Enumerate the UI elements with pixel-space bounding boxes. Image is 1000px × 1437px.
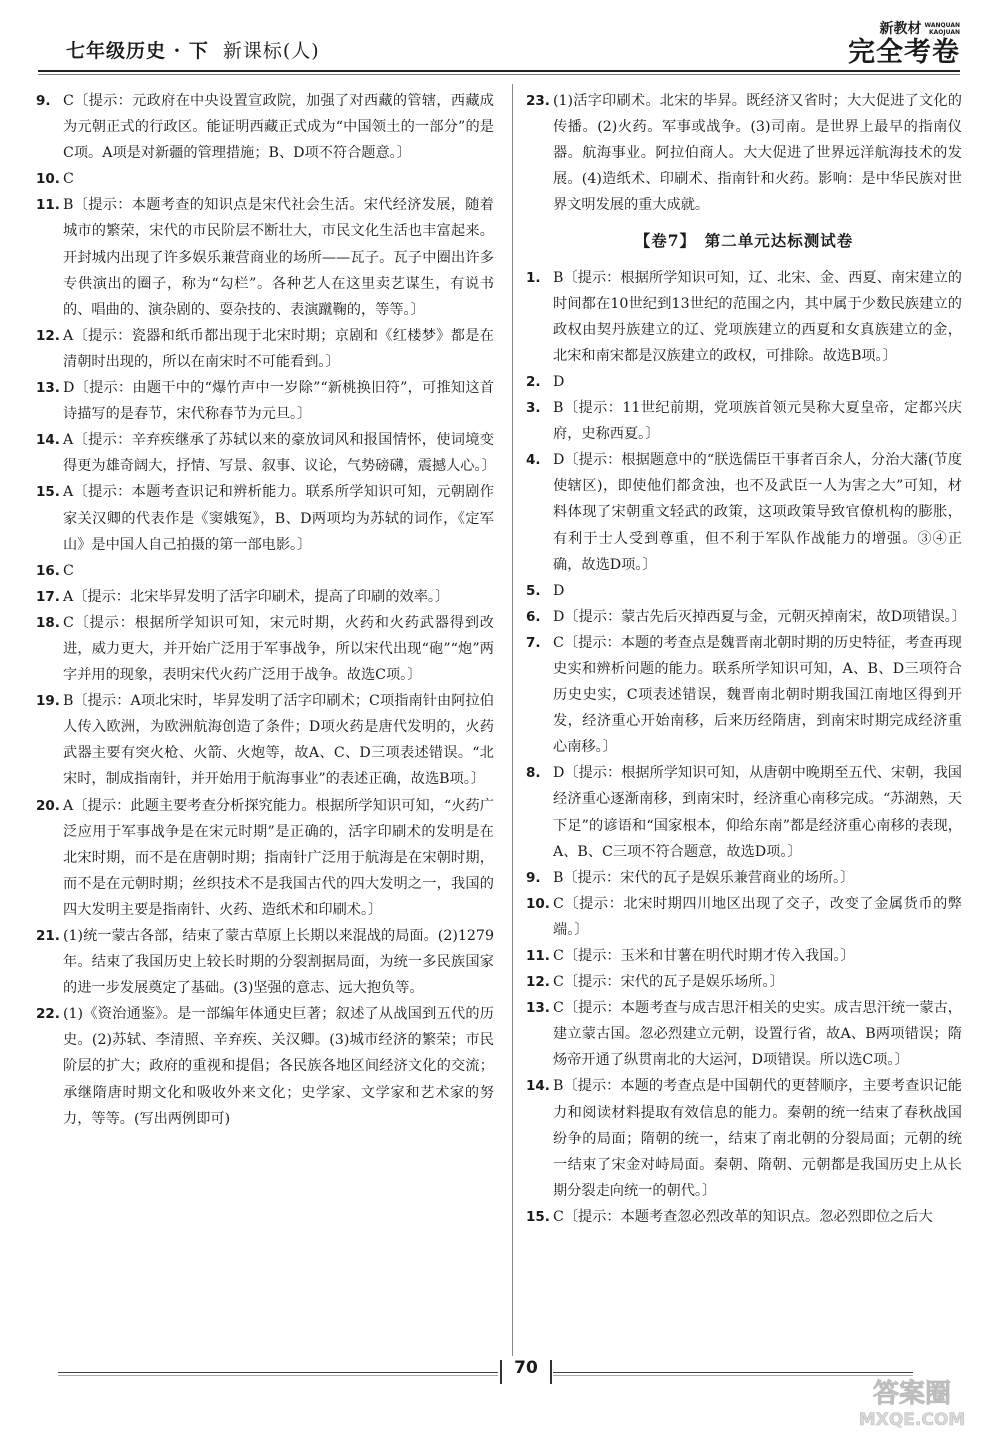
answer-number: 7. [526,634,541,651]
answer-number: 9. [526,869,541,886]
answer-number: 12. [36,327,60,344]
answer-item [526,265,962,369]
right-column [526,88,966,1230]
answer-item [36,375,494,427]
answer-text: D〔提示：蒙古先后灭掉西夏与金，元朝灭掉南宋，故D项错误。〕 [553,608,966,625]
book-title [66,36,320,63]
answer-item [36,584,494,610]
answer-item [526,969,962,995]
answer-item [36,323,494,375]
answer-text: A〔提示：本题考查识记和辨析能力。联系所学知识可知，元朝剧作家关汉卿的代表作是《窦娥冤》，B、D两项均为苏轼的词作，《定军山》是中国人自己拍摄的第一部电影。〕 [63,484,494,553]
answer-item [36,1001,494,1131]
answer-number: 2. [526,373,541,390]
answer-item [36,192,494,322]
answer-text: B〔提示：本题的考查点是中国朝代的更替顺序，主要考查识记能力和阅读材料提取有效信息的能力。秦朝的统一结束了春秋战国纷争的局面；隋朝的统一，结束了南北朝的分裂局面；元朝的统一结束了宋金对峙局面。秦朝、隋朝、元朝都是我国历史上从长期分裂走向统一的朝代。〕 [553,1078,962,1199]
answer-item [36,558,494,584]
answer-number: 22. [36,1006,60,1023]
answer-number: 6. [526,608,541,625]
answer-number: 23. [526,93,550,109]
brand-pinyin-2: KAOJUAN [929,29,960,36]
answer-number: 5. [526,582,541,599]
left-column [36,88,494,1132]
brand-pinyin [925,22,960,36]
answer-text: A〔提示：此题主要考查分析探究能力。根据所学知识可知，“火药广泛应用于军事战争是在宋元时期”是正确的，活字印刷术的发明是在北宋时期，而不是在唐朝时期；指南针广泛用于航海是在宋朝时期，而不是在元朝时期；丝织技术不是我国古代的四大发明之一，我国的四大发明主要是指南针、火药、造纸术和印刷术。〕 [63,797,494,918]
answer-text: C〔提示：本题考查与成吉思汗相关的史实。成吉思汗统一蒙古，建立蒙古国。忽必烈建立元朝，设置行省，故A、B两项错误；隋炀帝开通了纵贯南北的大运河，D项错误。所以选C项。〕 [553,1000,962,1069]
answer-item [526,760,962,864]
answer-number: 20. [36,797,60,814]
brand-main: 完全考卷 [848,37,960,68]
brand-top [834,18,960,38]
answer-item [36,166,494,192]
answer-number: 11. [526,948,550,964]
answer-number: 3. [526,400,541,417]
footer-rule-left-thin [58,1375,498,1376]
answer-text: C〔提示：元政府在中央设置宣政院，加强了对西藏的管辖，西藏成为元朝正式的行政区。能证明西藏正式成为“中国领土的一部分”的是C项。A项是对新疆的管理措施；B、D项不符合题意。〕 [63,93,494,162]
brand-top-text: 新教材 [879,21,922,37]
answer-text: A〔提示：辛弃疾继承了苏轼以来的豪放词风和报国情怀，使词境变得更为雄奇阔大，抒情、写景、叙事、议论，气势磅礴，震撼人心。〕 [63,432,496,475]
answer-item [526,1073,962,1203]
answer-text: C〔提示：宋代的瓦子是娱乐场所。〕 [553,974,784,991]
answer-number: 1. [526,269,541,286]
answer-item [526,630,962,760]
answer-text: B〔提示：本题考查的知识点是宋代社会生活。宋代经济发展，随着城市的繁荣，宋代的市民阶层不断壮大，市民文化生活也丰富起来。开封城内出现了许多娱乐兼营商业的场所——瓦子。瓦子中圈出许多专供演出的圈子，称为“勾栏”。各种艺人在这里卖艺谋生，有说书的、唱曲的、演杂剧的、耍杂技的、表演蹴鞠的，等等。〕 [63,197,494,318]
answer-item [36,479,494,557]
footer-tick-left [500,1360,502,1384]
answer-item [36,793,494,923]
answer-text: C〔提示：本题考查忽必烈改革的知识点。忽必烈即位之后大 [553,1208,933,1225]
answer-number: 11. [36,197,60,214]
answer-item [526,604,966,630]
answer-number: 10. [36,171,60,188]
answer-item [526,891,962,943]
answer-text: (1)统一蒙古各部，结束了蒙古草原上长期以来混战的局面。(2)1279年。结束了我国历史上较长时期的分裂割据局面，为统一多民族国家的进一步发展奠定了基础。(3)坚强的意志、远大抱负等。 [63,928,494,997]
answer-item [36,427,494,479]
answer-text: B〔提示：宋代的瓦子是娱乐兼营商业的场所。〕 [553,869,855,886]
header-rule-thin [38,74,960,75]
answer-text: A〔提示：北宋毕昇发明了活字印刷术，提高了印刷的效率。〕 [63,588,450,605]
answer-text: C〔提示：根据所学知识可知，宋元时期，火药和火药武器得到改进，威力更大，并开始广泛用于军事战争，所以宋代出现“砲”“炮”两字并用的现象，表明宋代火药广泛用于战争。故选C项。〕 [63,614,494,684]
answer-text: C [63,562,74,579]
page-footer [38,1358,960,1388]
answer-text: D〔提示：根据题意中的“朕选儒臣干事者百余人，分治大藩(节度使辖区)，即使他们都贪浊，也不及武臣一人为害之大”可知，材料体现了宋朝重文轻武的政策，这项政策导致官僚机构的膨胀，有利于士人受到尊重，但不利于军队作战能力的增强。③④正确，故选D项。〕 [553,452,962,573]
answer-item [526,865,962,891]
answer-text: C [63,171,74,188]
brand-logo [834,18,960,68]
answer-text: D〔提示：根据所学知识可知，从唐朝中晚期至五代、宋朝，我国经济重心逐渐南移，到南宋时，经济重心南移完成。“苏湖熟，天下足”的谚语和“国家根本，仰给东南”都是经济重心南移的表现，A、B、C三项不符合题意，故选D项。〕 [553,765,962,860]
answer-item [36,610,494,688]
book-title-text: 七年级历史 · 下 [66,40,209,62]
answer-text: D [553,373,565,390]
answer-item [36,88,494,166]
answer-text: D [553,582,565,599]
answer-number: 8. [526,765,541,782]
answer-item [526,1204,962,1230]
answer-text: B〔提示：根据所学知识可知，辽、北宋、金、西夏、南宋建立的时间都在10世纪到13世纪的范围之内，其中属于少数民族建立的政权由契丹族建立的辽、党项族建立的西夏和女真族建立的金，北宋和南宋都是汉族建立的政权，可排除。故选B项。〕 [553,269,962,364]
answer-text: A〔提示：瓷器和纸币都出现于北宋时期；京剧和《红楼梦》都是在清朝时出现的，所以在南宋时不可能看到。〕 [63,327,494,370]
watermark-en: MXQE.COM [858,1410,966,1430]
right-items-a [526,88,962,218]
page-header [38,14,960,74]
answer-item [526,395,962,447]
watermark-cn: 答案圈 [872,1379,952,1409]
answer-number: 15. [526,1208,550,1225]
answer-item [526,88,962,218]
answer-text: B〔提示：A项北宋时，毕昇发明了活字印刷术；C项指南针由阿拉伯人传入欧洲，为欧洲航海创造了条件；D项火药是唐代发明的，火药武器主要有突火枪、火箭、火炮等，故A、C、D三项表述错误。“北宋时，制成指南针，并开始用于航海事业”的表述正确，故选B项。〕 [63,693,494,788]
answer-number: 15. [36,484,60,501]
answer-number: 14. [36,432,60,449]
answer-item [526,578,962,604]
answer-number: 13. [526,1000,550,1017]
right-items-b [526,265,966,1230]
column-divider [512,84,513,1356]
header-rule [38,70,960,72]
answer-number: 18. [36,614,60,631]
answer-text: C〔提示：本题的考查点是魏晋南北朝时期的历史特征，考查再现史实和辨析问题的能力。联系所学知识可知，A、B、D三项符合历史史实，C项表述错误，魏晋南北朝时期我国江南地区得到开发，经济重心开始南移，后来历经隋唐，到南宋时期完成经济重心南移。〕 [553,634,962,756]
answer-number: 21. [36,928,60,944]
answer-number: 9. [36,93,51,109]
answer-number: 13. [36,380,60,397]
answer-number: 12. [526,974,550,991]
answer-text: C〔提示：北宋时期四川地区出现了交子，改变了金属货币的弊端。〕 [553,895,962,938]
answer-number: 17. [36,588,60,605]
footer-rule-left [58,1372,498,1373]
edition-label: 新课标(人) [222,40,320,62]
answer-number: 16. [36,562,60,579]
page-number: 70 [514,1358,538,1378]
section-title: 【卷7】 第二单元达标测试卷 [634,231,854,251]
answer-item [526,943,962,969]
footer-tick-right [550,1360,552,1384]
watermark-logo [842,1370,982,1432]
brand-pinyin-1: WANQUAN [924,22,960,29]
answer-number: 19. [36,693,60,710]
answer-item [36,688,494,792]
answer-text: D〔提示：由题干中的“爆竹声中一岁除”“新桃换旧符”，可推知这首诗描写的是春节，宋代称春节为元旦。〕 [63,380,494,423]
answer-item [36,923,494,1001]
answer-text: (1)活字印刷术。北宋的毕昇。既经济又省时；大大促进了文化的传播。(2)火药。军事或战争。(3)司南。是世界上最早的指南仪器。航海事业。阿拉伯商人。大大促进了世界远洋航海技术的发展。(4)造纸术、印刷术、指南针和火药。影响：是中华民族对世界文明发展的重大成就。 [553,93,962,214]
answer-item [526,369,962,395]
answer-number: 10. [526,895,550,912]
answer-number: 14. [526,1078,550,1095]
answer-text: B〔提示：11世纪前期，党项族首领元昊称大夏皇帝，定都兴庆府，史称西夏。〕 [553,400,962,443]
answer-text: (1)《资治通鉴》。是一部编年体通史巨著；叙述了从战国到五代的历史。(2)苏轼、李清照、辛弃疾、关汉卿。(3)城市经济的繁荣；市民阶层的扩大；政府的重视和提倡；各民族各地区间经济文化的交流；承继隋唐时期文化和吸收外来文化；史学家、文学家和艺术家的努力，等等。(写出两例即可) [63,1006,494,1127]
answer-item [526,447,962,577]
answer-number: 4. [526,452,541,469]
answer-text: C〔提示：玉米和甘薯在明代时期才传入我国。〕 [553,948,855,964]
answer-item [526,995,962,1073]
